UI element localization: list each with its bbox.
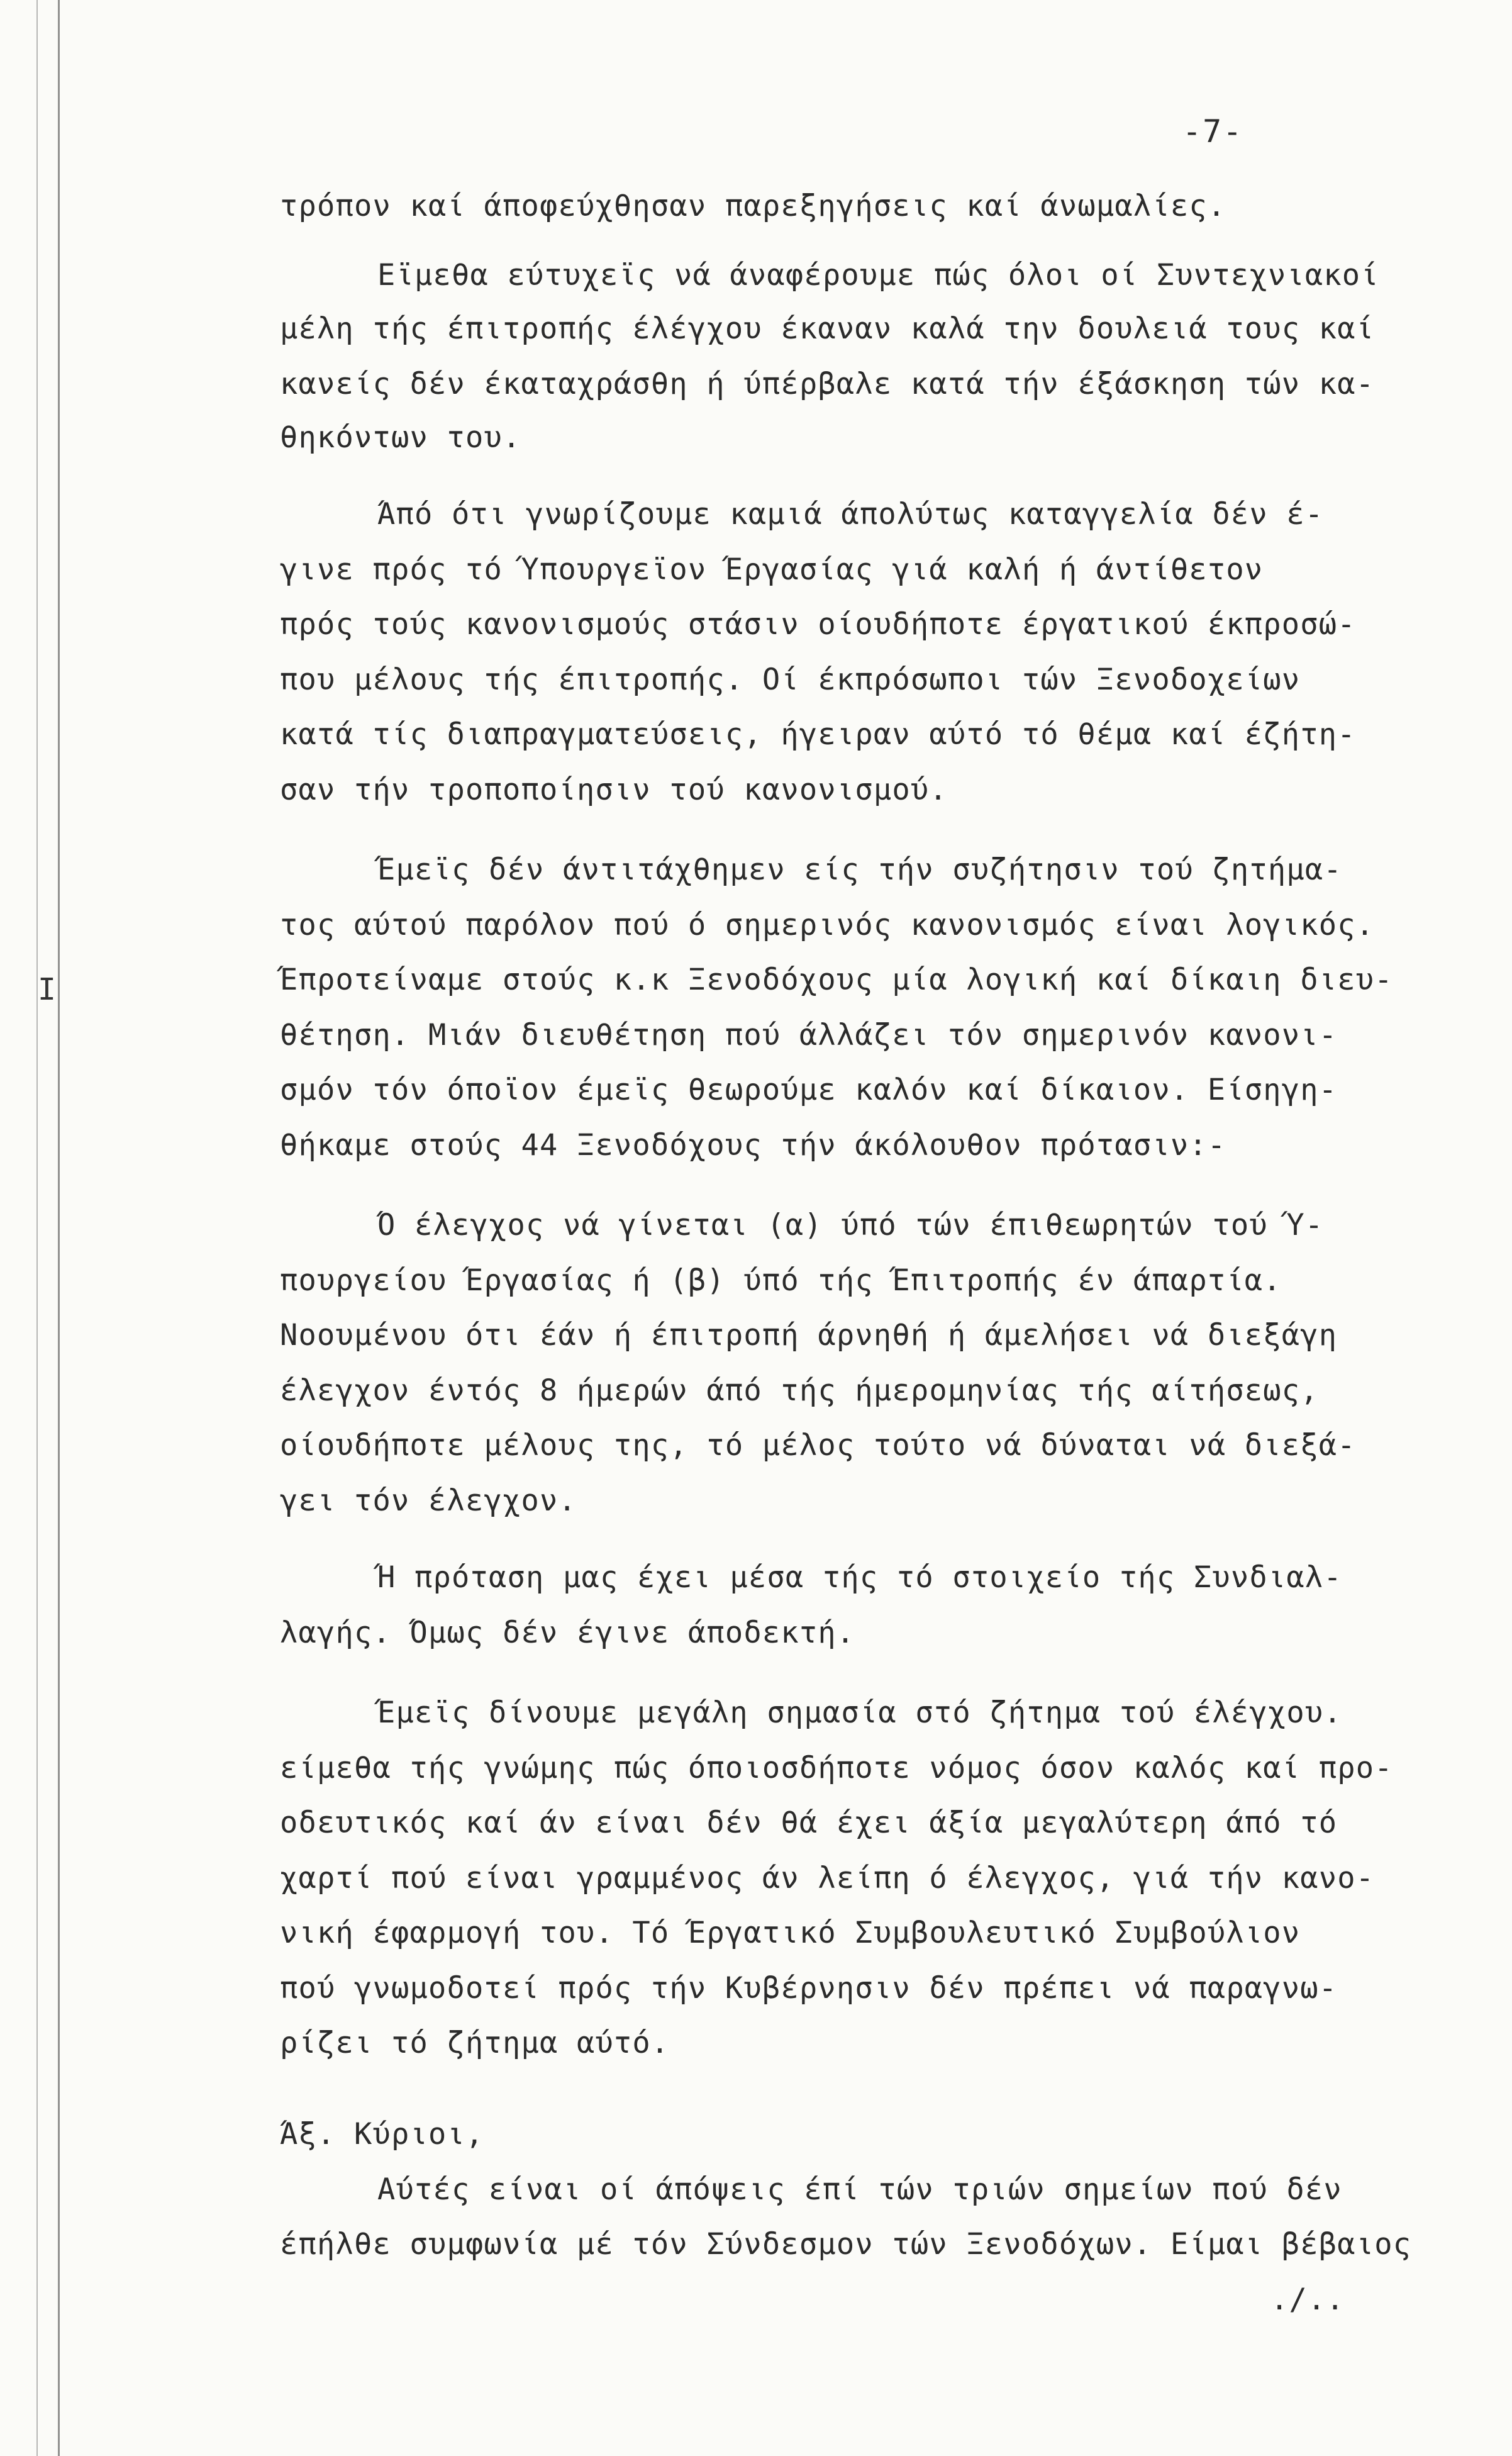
text-line: οδευτικός καί άν είναι δέν θά έχει άξία μεγαλύτερη άπό τό — [280, 1806, 1338, 1840]
text-line: πού γνωμοδοτεί πρός τήν Κυβέρνησιν δέν πρέπει νά παραγνω- — [280, 1971, 1338, 2006]
paragraph-start: Ή πρόταση μας έχει μέσα τής τό στοιχείο τής Συνδιαλ- — [377, 1560, 1342, 1595]
continuation-mark: ./.. — [1270, 2282, 1345, 2317]
text-line: θέτηση. Μιάν διευθέτηση πού άλλάζει τόν σημερινόν κανονι- — [280, 1018, 1338, 1052]
page-number: -7- — [1182, 113, 1243, 150]
text-line: νική έφαρμογή του. Τό Έργατικό Συμβουλευτικό Συμβούλιον — [280, 1916, 1301, 1950]
text-line: έπήλθε συμφωνία μέ τόν Σύνδεσμον τών Ξενοδόχων. Είμαι βέβαιος — [280, 2227, 1412, 2262]
text-line: σμόν τόν όποϊον έμεϊς θεωρούμε καλόν καί δίκαιον. Είσηγη- — [280, 1073, 1338, 1107]
paragraph-start: Έμεϊς δίνουμε μεγάλη σημασία στό ζήτημα τού έλέγχου. — [377, 1695, 1342, 1730]
text-line: σαν τήν τροποποίησιν τού κανονισμού. — [280, 773, 948, 807]
text-line: γινε πρός τό Ύπουργεϊον Έργασίας γιά καλή ή άντίθετον — [280, 552, 1264, 587]
text-line: χαρτί πού είναι γραμμένος άν λείπη ό έλεγχος, γιά τήν κανο- — [280, 1861, 1375, 1895]
paragraph-start: Έμεϊς δέν άντιτάχθημεν είς τήν συζήτησιν τού ζητήμα- — [377, 852, 1342, 887]
text-line: τος αύτού παρόλον πού ό σημερινός κανονισμός είναι λογικός. — [280, 908, 1375, 942]
salutation: Άξ. Κύριοι, — [280, 2117, 484, 2152]
text-line: Νοουμένου ότι έάν ή έπιτροπή άρνηθή ή άμελήσει νά διεξάγη — [280, 1318, 1338, 1353]
left-margin-rule-outer — [36, 0, 38, 2456]
text-line: πουργείου Έργασίας ή (β) ύπό τής Έπιτροπής έν άπαρτία. — [280, 1263, 1282, 1298]
text-line: κατά τίς διαπραγματεύσεις, ήγειραν αύτό τό θέμα καί έζήτη- — [280, 717, 1356, 752]
paragraph-start: Εϊμεθα εύτυχεϊς νά άναφέρουμε πώς όλοι οί Συντεχνιακοί — [377, 258, 1379, 293]
paragraph-start: Αύτές είναι οί άπόψεις έπί τών τριών σημείων πού δέν — [377, 2172, 1342, 2207]
text-line: οίουδήποτε μέλους της, τό μέλος τούτο νά δύναται νά διεξά- — [280, 1428, 1356, 1463]
text-line: που μέλους τής έπιτροπής. Οί έκπρόσωποι τών Ξενοδοχείων — [280, 662, 1301, 697]
text-line: λαγής. Όμως δέν έγινε άποδεκτή. — [280, 1616, 855, 1650]
margin-mark: I — [38, 972, 56, 1007]
text-line: θηκόντων του. — [280, 420, 521, 455]
paragraph-start: Άπό ότι γνωρίζουμε καμιά άπολύτως καταγγελία δέν έ- — [377, 497, 1324, 532]
left-margin-rule — [58, 0, 60, 2456]
text-line: πρός τούς κανονισμούς στάσιν οίουδήποτε έργατικού έκπροσώ- — [280, 607, 1356, 642]
text-line: μέλη τής έπιτροπής έλέγχου έκαναν καλά την δουλειά τους καί — [280, 311, 1375, 346]
text-line: θήκαμε στούς 44 Ξενοδόχους τήν άκόλουθον πρότασιν:- — [280, 1128, 1226, 1163]
text-line: κανείς δέν έκαταχράσθη ή ύπέρβαλε κατά τήν έξάσκηση τών κα- — [280, 367, 1375, 401]
text-line: έλεγχον έντός 8 ήμερών άπό τής ήμερομηνίας τής αίτήσεως, — [280, 1373, 1319, 1408]
text-line: Έπροτείναμε στούς κ.κ Ξενοδόχους μία λογική καί δίκαιη διευ- — [280, 963, 1393, 997]
text-line: γει τόν έλεγχον. — [280, 1483, 577, 1518]
paragraph-start: Ό έλεγχος νά γίνεται (α) ύπό τών έπιθεωρητών τού Ύ- — [377, 1208, 1324, 1242]
text-line: τρόπον καί άποφεύχθησαν παρεξηγήσεις καί άνωμαλίες. — [280, 189, 1226, 223]
text-line: είμεθα τής γνώμης πώς όποιοσδήποτε νόμος όσον καλός καί προ- — [280, 1751, 1393, 1785]
text-line: ρίζει τό ζήτημα αύτό. — [280, 2026, 670, 2060]
